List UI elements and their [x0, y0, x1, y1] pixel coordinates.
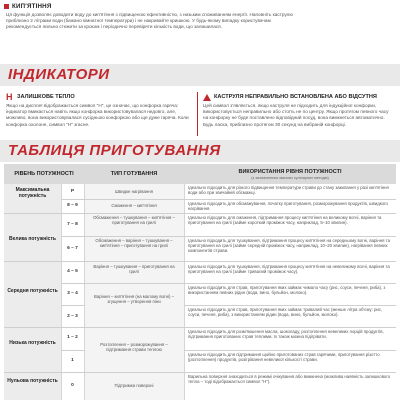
header-usage: ВИКОРИСТАННЯ РІВНЯ ПОТУЖНОСТІ (з зазначенням звичних кулінарних методів)	[238, 168, 342, 180]
pan-detection-title: КАСТРУЛЯ НЕПРАВИЛЬНО ВСТАНОВЛЕНА АБО ВІДСУТНЯ	[214, 94, 377, 100]
row-divider	[4, 261, 396, 262]
usage-text: Ідеально підходить для тушкування, підтримання процесу кип'ятіння на середньому вогні, варіння та приготування на грилі (займе середній проміжок часу, наприклад, 10–20 хвилин), нагрівання певних компонентів страви.	[188, 238, 390, 254]
cooking-table-band	[0, 140, 400, 162]
power-value: 3 – 4	[67, 291, 78, 296]
usage-text: Ідеально підходить для різкого підвищення температури страви до стану закипання у разі кип'ятіння води або при звичайній обсмажці.	[188, 185, 389, 196]
usage-text: Ідеально підходить для страв, приготування яких займає тривалий час (менше літра об'єму: рис, соуси, печеня, риба), з використанням рідин (вода, вино, бульйон, молоко).	[188, 307, 383, 318]
cooking-type: Підтримка поверхні	[114, 383, 154, 388]
level-high: Велика потужність	[9, 236, 56, 242]
usage-text: Ідеально підходить для підтримання щойно приготованих страв гарячими, приготування різотто (розтоплення) продуктів, розігрівання невеликої кількості страви.	[188, 352, 380, 363]
power-value: 2 – 3	[67, 314, 78, 319]
col-divider	[84, 184, 85, 400]
cooking-type: Смаження – кип'ятіння	[111, 203, 157, 208]
cooking-type: Варіння – кип'ятіння (на малому вогні) – згущення – утворення піни	[94, 294, 174, 305]
row-divider	[4, 372, 396, 373]
indicators-band	[0, 64, 400, 86]
header-level: РІВЕНЬ ПОТУЖНОСТІ	[14, 171, 74, 177]
header-type: ТИП ГОТУВАННЯ	[110, 171, 158, 177]
residual-heat-text: Якщо на дисплеї відображається символ "H", це означає, що конфорка гаряча: індикатор вмикається навіть якщо конфорка використовувалася недовго, але, можливо, вона використовувалася сусідньою конфоркою або ще дуже гаряча. Коли конфорка охолоне, символ "H" згасне.	[6, 103, 189, 127]
power-value: 4 – 5	[67, 269, 78, 274]
row-divider	[184, 350, 396, 351]
row-divider	[61, 350, 84, 351]
cooking-type: Обсмаження – варіння – тушкування – кип'ятіння – приготування на грилі	[95, 238, 173, 249]
power-value: 1 – 2	[67, 335, 78, 340]
col-divider	[184, 184, 185, 400]
boiling-text: Ця функція дозволяє доводити воду до кип'ятіння з підвищеною ефективністю, з низьким споживанням енергії. Наповніть каструлю приблизно 2 літрами води (бажано кімнатної температури) і не накривайте кришкою. У будь-якому випадку користувачам рекомендується пильно стежити за кроком і періодично перевіряти кількість води, що залишилася.	[6, 12, 293, 30]
row-divider	[61, 305, 84, 306]
row-divider	[61, 199, 396, 200]
row-divider	[61, 236, 396, 237]
power-value: P	[70, 189, 75, 194]
usage-text: Ідеально підходить для страв, приготування яких займає чимало часу (рис, соуси, печеня, риба), з використанням певних рідин (вода, вино, бульйон, молоко).	[188, 285, 386, 296]
boiling-heading	[4, 3, 51, 10]
level-max: Максимальна потужність	[15, 187, 50, 199]
row-divider	[184, 305, 396, 306]
level-medium: Середня потужність	[7, 288, 58, 294]
power-value: 1	[71, 358, 74, 363]
power-value: 8 – 9	[67, 203, 78, 208]
power-value: 6 – 7	[67, 246, 78, 251]
cooking-type: Розтоплення – розморожування – підтримання страви теплою	[100, 342, 168, 353]
warning-triangle-icon	[203, 94, 211, 101]
indicator-divider	[197, 92, 198, 136]
usage-text: Ідеально підходить для розм'якшення масла, шоколаду, розтоплення невеликих порцій продуктів, підтримання приготованих страв теплими, їх також можна підігрівати.	[188, 329, 384, 340]
boiling-title: КИП'ЯТІННЯ	[12, 3, 52, 10]
bullet-square-icon	[4, 4, 9, 9]
row-divider	[61, 283, 396, 284]
level-zero: Нульова потужність	[7, 378, 58, 384]
residual-heat-title: ЗАЛИШКОВЕ ТЕПЛО	[17, 94, 75, 100]
usage-text: Ідеально підходить для обсмажування, початку приготування, розморожування продуктів, швидкого нагрівання.	[188, 201, 388, 212]
cooking-type: Швидке нагрівання	[114, 189, 153, 194]
usage-text: Ідеально підходить для смаження, підтримання процесу кип'ятіння на великому вогні, варіння та приготування на грилі (займе короткий проміжок часу, наприклад, 5–10 хвилин).	[188, 215, 382, 226]
row-divider	[4, 327, 396, 328]
row-divider	[4, 213, 396, 214]
indicators-heading: ІНДИКАТОРИ	[8, 66, 110, 83]
level-low: Низька потужність	[9, 340, 56, 346]
pan-detection-text: Цей символ з'являється, якщо каструля не підходить для індукційної конфорки, використовується неправильно або стоїть не по центру. Якщо протягом певного часу на конфорку не буде поставлено відповідний посуд, вона вимкнеться автоматично. Будь ласка, приблизно протягом 30 секунд на вибраній конфорці.	[203, 103, 389, 127]
power-value: 7 – 8	[67, 222, 78, 227]
cooking-table-heading: ТАБЛИЦЯ ПРИГОТУВАННЯ	[8, 142, 221, 159]
usage-text: Ідеально підходить для тушкування, підтримання процесу кип'ятіння на невеликому вогні, варіння та приготування на грилі (займе тривалий проміжок часу).	[188, 264, 390, 275]
usage-text: Варильна поверхня знаходиться в режимі очікування або вимкнена (можлива наявність залишкового тепла – тоді відображається символ "H").	[188, 374, 391, 385]
power-value: 0	[71, 383, 74, 388]
cooking-type: Варіння – тушкування – приготування на грилі	[93, 264, 175, 275]
cooking-type: Обсмаження – тушкування – кип'ятіння – приготування на грилі	[93, 215, 175, 226]
residual-heat-icon: H	[6, 92, 13, 102]
